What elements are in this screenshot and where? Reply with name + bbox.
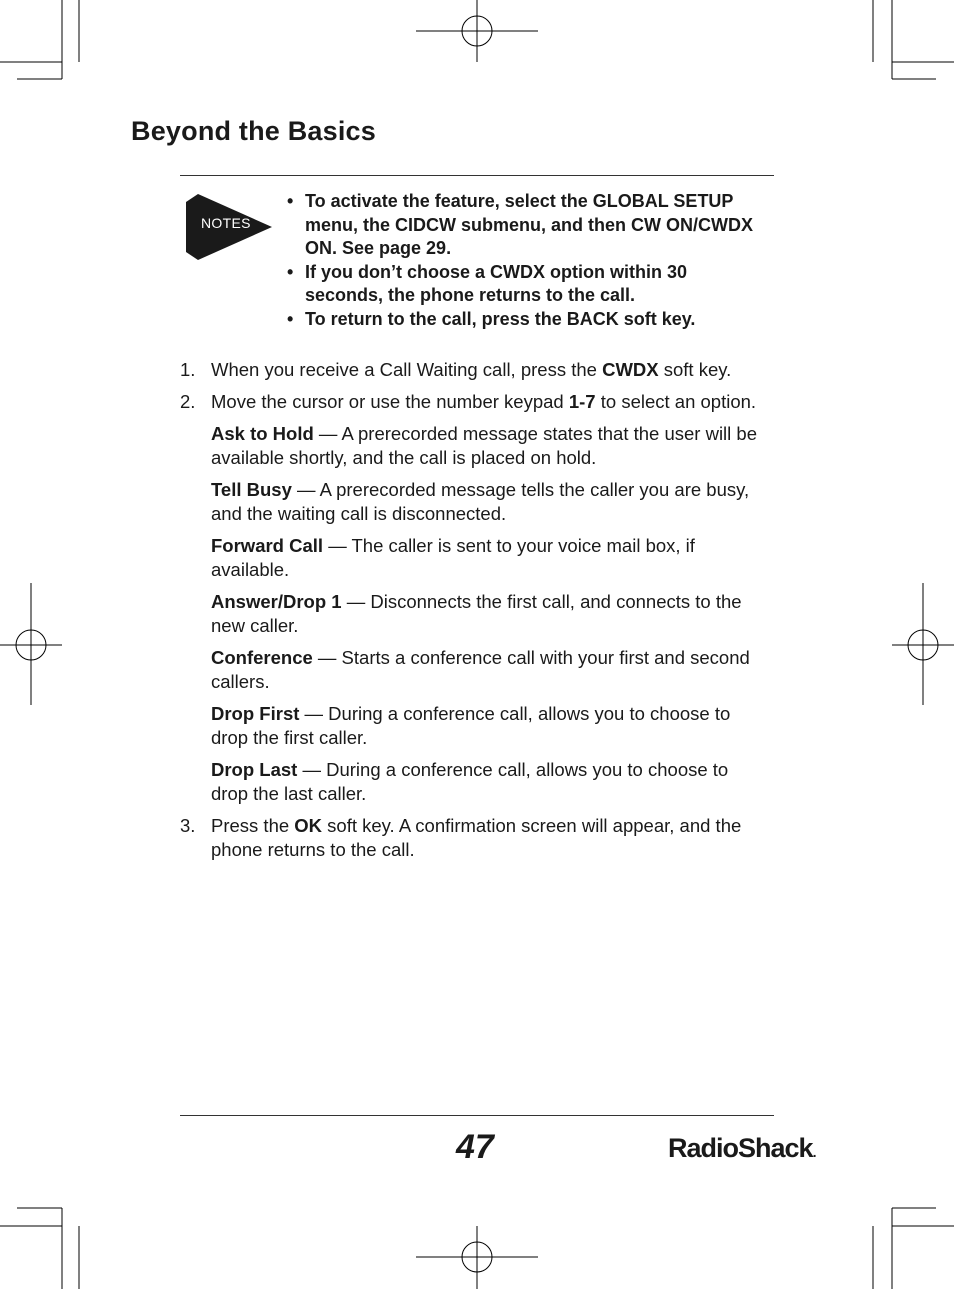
- note-text: To return to the call, press the BACK soft key.: [305, 308, 696, 329]
- option-item: [180, 590, 770, 638]
- option-desc: — During a conference call, allows you to choose to drop the first caller.: [211, 703, 731, 748]
- step-text: soft key.: [658, 359, 732, 380]
- option-desc: — Disconnects the first call, and connects to the new caller.: [211, 591, 742, 636]
- option-item: [180, 422, 770, 470]
- note-item: [287, 308, 767, 332]
- step-text: Press the: [211, 815, 295, 836]
- option-item: [180, 646, 770, 694]
- note-item: [287, 261, 767, 308]
- step-text: When you receive a Call Waiting call, press the: [211, 359, 603, 380]
- step-number: 2.: [180, 391, 196, 412]
- option-desc: — A prerecorded message states that the user will be available shortly, and the call is placed on hold.: [211, 423, 757, 468]
- step-item: [180, 814, 770, 862]
- brand-logo: [668, 1133, 816, 1164]
- note-text: If you don’t choose a CWDX option within 30 seconds, the phone returns to the call.: [305, 261, 687, 305]
- step-number: 3.: [180, 815, 196, 836]
- option-desc: — A prerecorded message tells the caller you are busy, and the waiting call is disconnected.: [211, 479, 750, 524]
- brand-dot: .: [812, 1144, 817, 1160]
- footer-rule: [180, 1115, 774, 1116]
- step-text: to select an option.: [595, 391, 757, 412]
- option-item: [180, 702, 770, 750]
- step-text: soft key. A confirmation screen will appear, and the phone returns to the call.: [211, 815, 742, 860]
- option-term: Answer/Drop 1: [211, 591, 342, 612]
- section-title: Beyond the Basics: [131, 116, 376, 146]
- option-term: Tell Busy: [211, 479, 292, 500]
- option-term: Ask to Hold: [211, 423, 314, 444]
- note-text: To activate the feature, select the GLOBAL SETUP menu, the CIDCW submenu, and then CW ON/CWDX ON. See page 29.: [305, 191, 753, 258]
- step-text: Move the cursor or use the number keypad: [211, 391, 569, 412]
- option-desc: — The caller is sent to your voice mail box, if available.: [211, 535, 695, 580]
- step-item: [180, 390, 770, 414]
- header-rule: [180, 175, 774, 176]
- option-desc: — Starts a conference call with your first and second callers.: [211, 647, 750, 692]
- bullet-glyph: •: [287, 191, 294, 211]
- notes-badge-label: NOTES: [201, 215, 251, 231]
- notes-list: [287, 190, 767, 331]
- option-desc: — During a conference call, allows you to choose to drop the last caller.: [211, 759, 729, 804]
- option-term: Conference: [211, 647, 313, 668]
- option-item: [180, 478, 770, 526]
- steps-list: [180, 358, 770, 870]
- option-term: Drop First: [211, 703, 300, 724]
- note-item: [287, 190, 767, 261]
- page-number: 47: [456, 1128, 494, 1166]
- bullet-glyph: •: [287, 261, 294, 282]
- option-term: Drop Last: [211, 759, 298, 780]
- step-item: [180, 358, 770, 382]
- bullet-glyph: •: [287, 308, 294, 329]
- step-key: 1-7: [568, 391, 596, 412]
- step-key: CWDX: [602, 359, 659, 380]
- option-item: [180, 758, 770, 806]
- step-number: 1.: [180, 359, 196, 380]
- option-term: Forward Call: [211, 535, 324, 556]
- option-item: [180, 534, 770, 582]
- brand-name: RadioShack: [668, 1133, 813, 1163]
- step-key: OK: [294, 815, 323, 836]
